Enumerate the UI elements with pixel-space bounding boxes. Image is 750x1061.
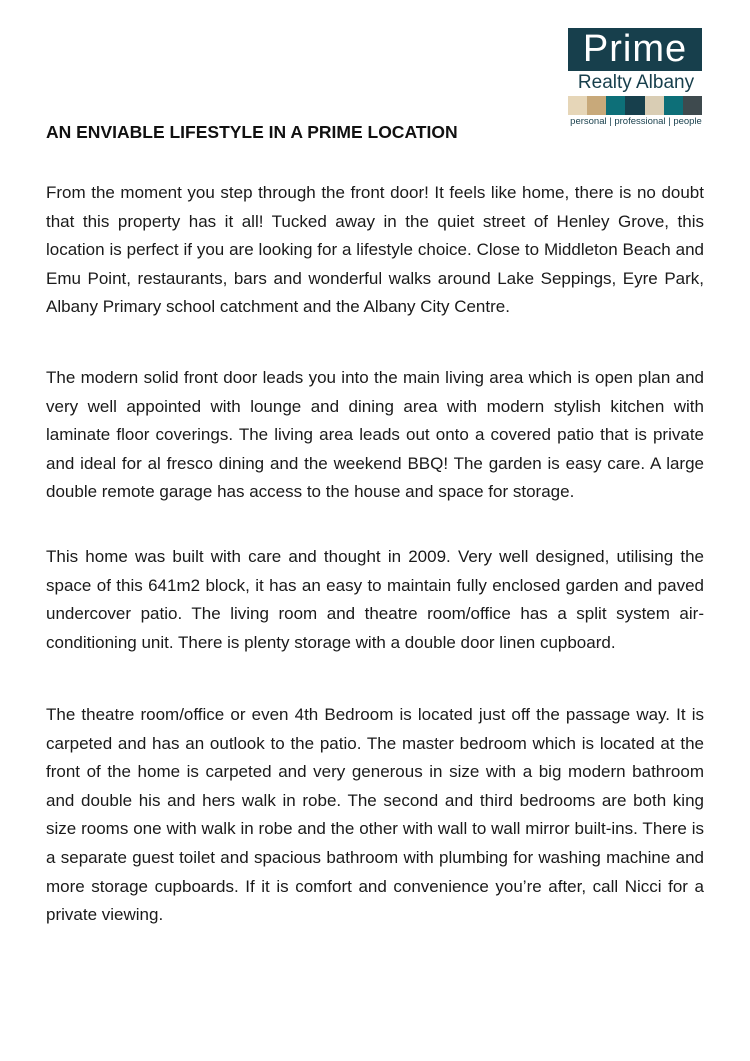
logo-swatch <box>587 96 606 115</box>
logo-swatch <box>664 96 683 115</box>
body-paragraph: From the moment you step through the front door! It feels like home, there is no doubt that this property has it all! Tucked away in the quiet street of Henley Grove, this location is perfect if you are looking for a lifestyle choice. Close to Middleton Beach and Emu Point, restaurants, bars and wonderful walks around Lake Seppings, Eyre Park, Albany Primary school catchment and the Albany City Centre. <box>46 183 704 317</box>
body-paragraph: The theatre room/office or even 4th Bedroom is located just off the passage way. It is carpeted and has an outlook to the patio. The master bedroom which is located at the front of the home is carpeted and very generous in size with a big modern bathroom and double his and hers walk in robe. The second and third bedrooms are both king size rooms one with walk in robe and the other with wall to wall mirror built-ins. There is a separate guest toilet and spacious bathroom with plumbing for washing machine and more storage cupboards. If it is comfort and convenience you’re after, call Nicci for a private viewing. <box>46 705 704 925</box>
logo-swatch <box>606 96 625 115</box>
logo-swatch <box>568 96 587 115</box>
company-logo <box>566 28 706 130</box>
logo-name: Prime <box>568 28 702 71</box>
body-paragraph: The modern solid front door leads you into the main living area which is open plan and very well appointed with lounge and dining area with modern stylish kitchen with laminate floor coverings. The living area leads out onto a covered patio that is private and ideal for al fresco dining and the weekend BBQ! The garden is easy care. A large double remote garage has access to the house and space for storage. <box>46 368 704 502</box>
logo-swatch <box>625 96 644 115</box>
logo-tagline: personal | professional | people <box>570 116 702 127</box>
logo-swatch <box>683 96 702 115</box>
body-paragraph: This home was built with care and thought in 2009. Very well designed, utilising the space of this 641m2 block, it has an easy to maintain fully enclosed garden and paved undercover patio. The living room and theatre room/office has a split system air-conditioning unit. There is plenty storage with a double door linen cupboard. <box>46 547 704 652</box>
logo-color-swatches <box>568 96 702 115</box>
logo-swatch <box>645 96 664 115</box>
page-title: AN ENVIABLE LIFESTYLE IN A PRIME LOCATION <box>46 122 458 142</box>
logo-subtitle: Realty Albany <box>577 72 695 93</box>
